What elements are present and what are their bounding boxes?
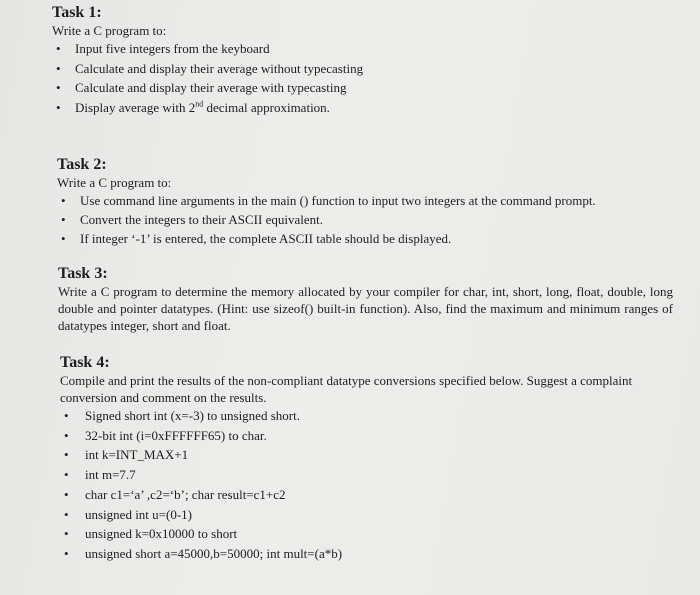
task-title: Task 4: bbox=[60, 354, 110, 371]
task-bullet-list bbox=[52, 39, 612, 117]
list-item: • int m=7.7 bbox=[60, 465, 670, 485]
list-item: • If integer ‘-1’ is entered, the complete ASCII table should be displayed. bbox=[61, 231, 452, 246]
list-item: • char c1=‘a’ ,c2=‘b’; char result=c1+c2 bbox=[60, 485, 670, 505]
bullet-icon: • bbox=[61, 193, 66, 208]
list-item: • Signed short int (x=-3) to unsigned short. bbox=[60, 406, 670, 426]
task-2 bbox=[57, 156, 677, 248]
bullet-icon: • bbox=[61, 231, 66, 246]
task-body: Write a C program to determine the memory allocated by your compiler for char, int, short, long, float, double, long double and pointer datatypes. (Hint: use sizeof() built-in function). Also, find the maximum and minimum ranges of datatypes integer, short and float. bbox=[58, 284, 673, 333]
bullet-icon: • bbox=[56, 41, 61, 56]
task-bullet-list bbox=[57, 191, 677, 248]
bullet-icon: • bbox=[64, 427, 69, 443]
list-item: • Calculate and display their average without typecasting bbox=[52, 59, 612, 79]
bullet-icon: • bbox=[64, 506, 69, 522]
bullet-icon: • bbox=[56, 80, 61, 95]
task-title: Task 2: bbox=[57, 156, 107, 173]
bullet-icon: • bbox=[64, 467, 69, 483]
bullet-icon: • bbox=[64, 545, 69, 561]
list-item: • unsigned short a=45000,b=50000; int mult=(a*b) bbox=[60, 544, 670, 564]
bullet-icon: • bbox=[64, 447, 69, 463]
list-item: • Use command line arguments in the main () function to input two integers at the command prompt. bbox=[61, 193, 596, 208]
task-title: Task 1: bbox=[52, 4, 102, 21]
task-title: Task 3: bbox=[58, 265, 108, 282]
task-4 bbox=[60, 354, 670, 564]
task-3 bbox=[58, 265, 673, 334]
bullet-icon: • bbox=[64, 408, 69, 423]
list-item: • unsigned k=0x10000 to short bbox=[60, 524, 670, 544]
list-item: • 32-bit int (i=0xFFFFFF65) to char. bbox=[60, 426, 670, 446]
task-intro: Write a C program to: bbox=[52, 23, 167, 38]
bullet-icon: • bbox=[61, 212, 66, 227]
list-item-text: Display average with 2nd decimal approximation. bbox=[75, 99, 330, 115]
bullet-icon: • bbox=[64, 526, 69, 542]
list-item: • unsigned int u=(0-1) bbox=[60, 505, 670, 525]
list-item: • Calculate and display their average with typecasting bbox=[52, 78, 612, 98]
bullet-icon: • bbox=[56, 60, 61, 76]
ordinal-suffix: nd bbox=[195, 99, 204, 109]
list-item bbox=[52, 98, 612, 118]
task-intro: Write a C program to: bbox=[57, 175, 172, 190]
task-body: Compile and print the results of the non-compliant datatype conversions specified below. Suggest a complaint conversion and comment on the results. bbox=[60, 373, 633, 405]
bullet-icon: • bbox=[64, 486, 69, 502]
task-bullet-list bbox=[60, 406, 670, 564]
task-1 bbox=[52, 4, 612, 117]
bullet-icon: • bbox=[56, 99, 61, 115]
list-item: • int k=INT_MAX+1 bbox=[60, 445, 670, 465]
list-item: • Convert the integers to their ASCII equivalent. bbox=[61, 212, 323, 227]
list-item: • Input five integers from the keyboard bbox=[52, 39, 612, 59]
